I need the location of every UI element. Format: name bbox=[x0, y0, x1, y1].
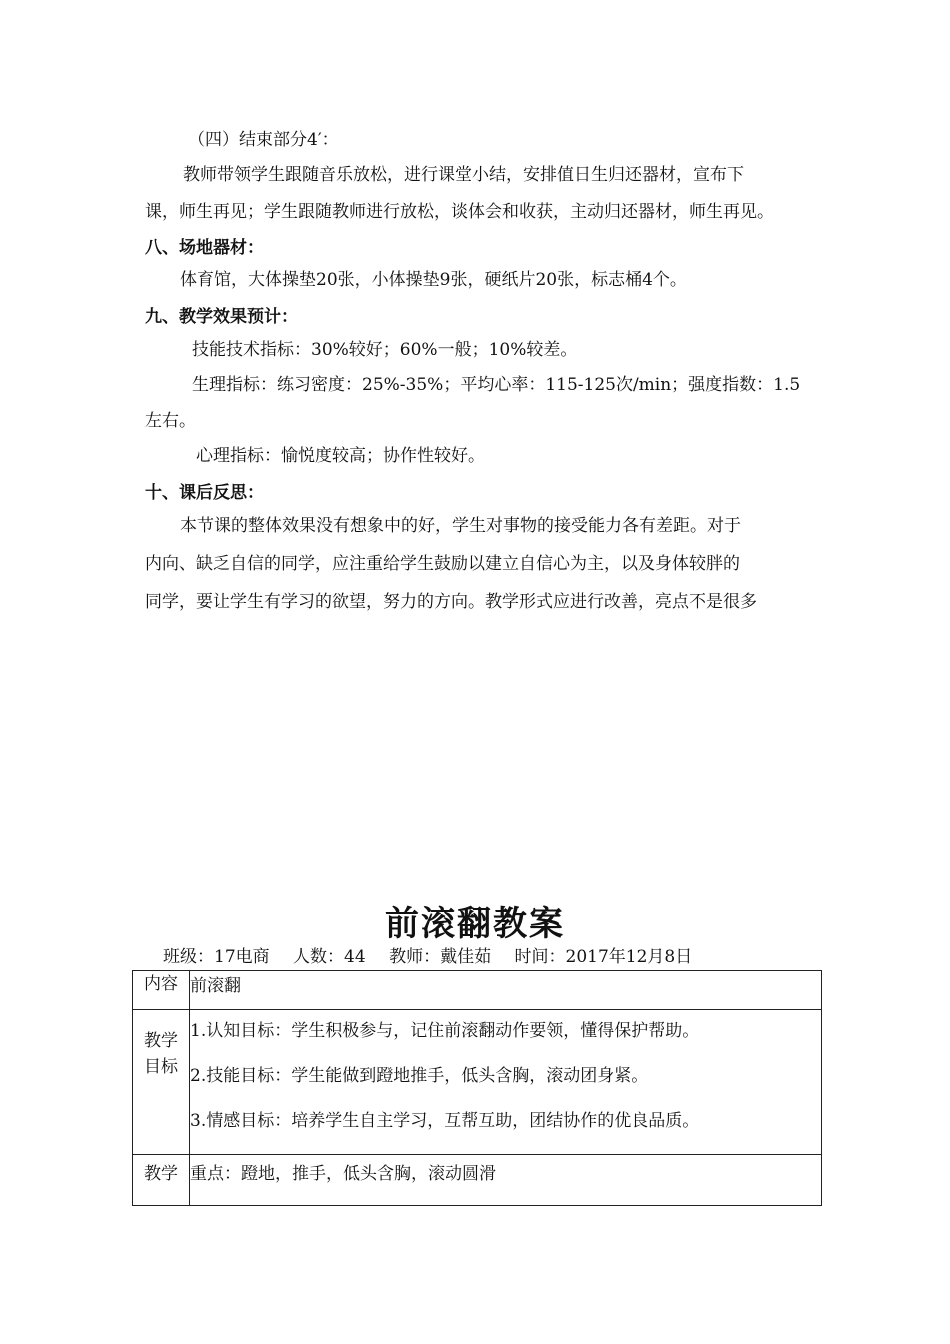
meta-count: 人数：44 bbox=[293, 947, 366, 967]
goals-label-line-2: 目标 bbox=[144, 1057, 178, 1077]
meta-time: 时间：2017年12月8日 bbox=[514, 947, 693, 967]
section10-para-line-1: 本节课的整体效果没有想象中的好，学生对事物的接受能力各有差距。对于 bbox=[180, 516, 741, 536]
goals-list bbox=[190, 1010, 822, 1155]
section4-para-line-1: 教师带领学生跟随音乐放松，进行课堂小结，安排值日生归还器材，宣布下 bbox=[183, 165, 744, 185]
table-row-goals bbox=[133, 1010, 822, 1155]
lesson-meta bbox=[163, 945, 710, 969]
content-label: 内容 bbox=[133, 971, 190, 1010]
key-value: 重点：蹬地，推手，低头含胸，滚动圆滑 bbox=[190, 1155, 822, 1206]
section8-text: 体育馆，大体操垫20张，小体操垫9张，硬纸片20张，标志桶4个。 bbox=[180, 270, 687, 290]
goal-affective: 3.情感目标：培养学生自主学习，互帮互助，团结协作的优良品质。 bbox=[190, 1111, 700, 1131]
section9-physio-line-2: 左右。 bbox=[145, 411, 196, 431]
meta-class: 班级：17电商 bbox=[163, 947, 270, 967]
meta-teacher: 教师：戴佳茹 bbox=[389, 947, 492, 967]
section9-physio-line-1: 生理指标：练习密度：25%-35%；平均心率：115-125次/min；强度指数：1.5 bbox=[192, 375, 801, 395]
lesson-title: 前滚翻教案 bbox=[385, 904, 565, 944]
section9-heading: 九、教学效果预计： bbox=[145, 307, 298, 327]
section9-skill: 技能技术指标：30%较好；60%一般；10%较差。 bbox=[192, 340, 578, 360]
table-row-content bbox=[133, 971, 822, 1010]
goal-cognitive: 1.认知目标：学生积极参与，记住前滚翻动作要领，懂得保护帮助。 bbox=[190, 1021, 700, 1041]
section10-heading: 十、课后反思： bbox=[145, 483, 264, 503]
lesson-table bbox=[132, 970, 822, 1206]
section4-para-line-2: 课，师生再见；学生跟随教师进行放松，谈体会和收获，主动归还器材，师生再见。 bbox=[145, 202, 774, 222]
section10-para-line-2: 内向、缺乏自信的同学，应注重给学生鼓励以建立自信心为主，以及身体较胖的 bbox=[145, 554, 740, 574]
key-label: 教学 bbox=[133, 1155, 190, 1206]
section10-para-line-3: 同学，要让学生有学习的欲望，努力的方向。教学形式应进行改善，亮点不是很多 bbox=[145, 592, 757, 612]
goals-label bbox=[133, 1010, 190, 1155]
section8-heading: 八、场地器材： bbox=[145, 238, 264, 258]
content-value: 前滚翻 bbox=[190, 971, 822, 1010]
goals-label-line-1: 教学 bbox=[144, 1031, 178, 1051]
section4-heading: （四）结束部分4′： bbox=[188, 130, 339, 150]
goal-skill: 2.技能目标：学生能做到蹬地推手，低头含胸，滚动团身紧。 bbox=[190, 1066, 649, 1086]
section9-psych: 心理指标：愉悦度较高；协作性较好。 bbox=[196, 446, 485, 466]
table-row-key bbox=[133, 1155, 822, 1206]
